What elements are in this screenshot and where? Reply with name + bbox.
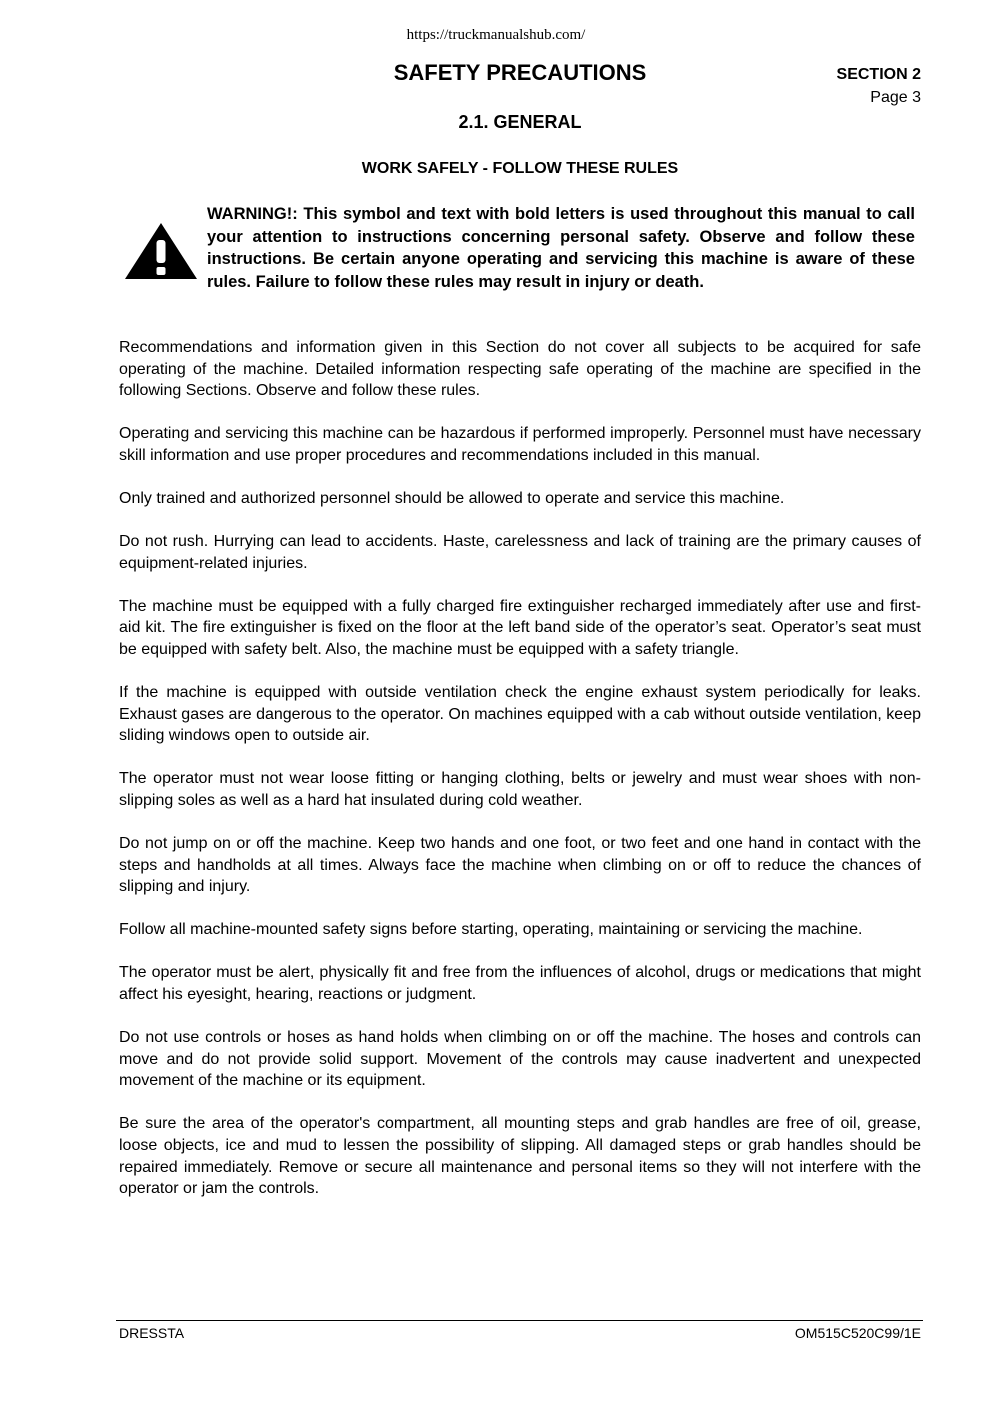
warning-text: WARNING!: This symbol and text with bold letters is used throughout this manual to call your attention to instructions concerning personal safety. Observe and follow these instructions. Be certain anyone operating and servicing this machine is aware of these rules. Failure to follow these rules may result in injury or death.	[207, 205, 915, 291]
paragraph: If the machine is equipped with outside ventilation check the engine exhaust system periodically for leaks. Exhaust gases are dangerous to the operator. On machines equipped with a cab without outside ventilation, keep sliding windows open to outside air.	[119, 684, 921, 745]
section-number: SECTION 2	[836, 66, 921, 83]
paragraph: The operator must be alert, physically fit and free from the influences of alcohol, drugs or medications that might affect his eyesight, hearing, reactions or judgment.	[119, 964, 921, 1003]
paragraph: The operator must not wear loose fitting or hanging clothing, belts or jewelry and must wear shoes with non-slipping soles as well as a hard hat insulated during cold weather.	[119, 770, 921, 809]
footer-divider	[116, 1320, 923, 1321]
document-body	[119, 337, 921, 1221]
paragraph: Operating and servicing this machine can be hazardous if performed improperly. Personnel must have necessary skill information and use proper procedures and recommendations included in this manual.	[119, 425, 921, 464]
paragraph: Do not rush. Hurrying can lead to accidents. Haste, carelessness and lack of training are the primary causes of equipment-related injuries.	[119, 533, 921, 572]
paragraph: Only trained and authorized personnel should be allowed to operate and service this machine.	[119, 489, 785, 507]
paragraph: Recommendations and information given in this Section do not cover all subjects to be acquired for safe operating of the machine. Detailed information respecting safe operating of the machine are specified in the following Sections. Observe and follow these rules.	[119, 339, 921, 400]
page-number: Page 3	[870, 89, 921, 106]
footer-manufacturer: DRESSTA	[119, 1325, 185, 1341]
paragraph: Follow all machine-mounted safety signs before starting, operating, maintaining or servicing the machine.	[119, 921, 863, 939]
footer-document-code: OM515C520C99/1E	[794, 1325, 921, 1341]
source-url: https://truckmanualshub.com/	[406, 27, 586, 43]
paragraph: Be sure the area of the operator's compartment, all mounting steps and grab handles are free of oil, grease, loose objects, ice and mud to lessen the possibility of slipping. All damaged steps or grab handles should be repaired immediately. Remove or secure all maintenance and personal items so they will not interfere with the operator or jam the controls.	[119, 1115, 921, 1198]
page-title: SAFETY PRECAUTIONS	[393, 60, 647, 85]
subsection-heading: 2.1. GENERAL	[458, 112, 582, 132]
paragraph: The machine must be equipped with a fully charged fire extinguisher recharged immediately after use and first-aid kit. The fire extinguisher is fixed on the floor at the left band side of the operator’s seat. Operator’s seat must be equipped with safety belt. Also, the machine must be equipped with a safety triangle.	[119, 597, 921, 658]
rules-heading: WORK SAFELY - FOLLOW THESE RULES	[361, 160, 679, 177]
warning-triangle-icon	[124, 222, 198, 280]
paragraph: Do not use controls or hoses as hand holds when climbing on or off the machine. The hoses and controls can move and do not provide solid support. Movement of the controls may cause inadvertent and unexpected movement of the machine or its equipment.	[119, 1029, 921, 1090]
paragraph: Do not jump on or off the machine. Keep two hands and one foot, or two feet and one hand in contact with the steps and handholds at all times. Always face the machine when climbing on or off to reduce the chances of slipping and injury.	[119, 835, 921, 896]
